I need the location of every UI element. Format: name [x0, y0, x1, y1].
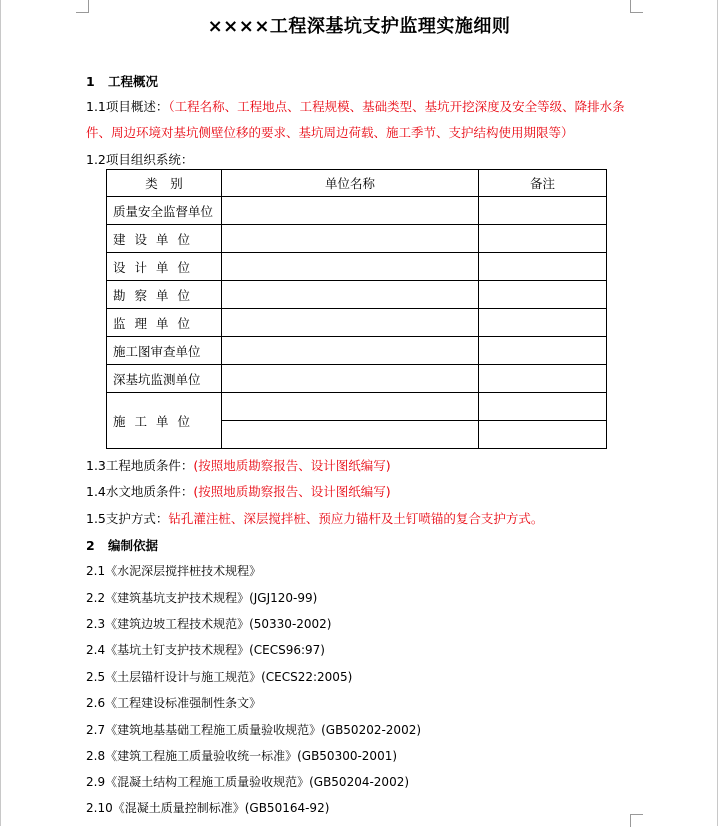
table-row	[107, 253, 607, 281]
overview-red-text-1: （工程名称、工程地点、工程规模、基础类型、基坑开挖深度及安全等级、降排水条	[168, 99, 625, 114]
geology-label: 1.3工程地质条件：	[86, 458, 194, 473]
row-label-design: 设计单位	[107, 253, 222, 281]
section2-number: 2	[86, 538, 95, 553]
org-system-label: 1.2项目组织系统：	[86, 152, 194, 167]
header-remarks: 备注	[479, 170, 607, 197]
table-cell[interactable]	[479, 337, 607, 365]
table-row	[107, 225, 607, 253]
hydro-note: (按照地质勘察报告、设计图纸编写)	[193, 484, 391, 499]
reference-item: 2.2《建筑基坑支护技术规程》(JGJ120-99)	[86, 591, 318, 605]
table-row	[107, 309, 607, 337]
table-row	[107, 197, 607, 225]
table-cell[interactable]	[222, 421, 479, 449]
document-title: ××××工程深基坑支护监理实施细则	[207, 16, 511, 37]
section2-heading	[86, 536, 158, 554]
table-cell[interactable]	[222, 197, 479, 225]
reference-item: 2.9《混凝土结构工程施工质量验收规范》(GB50204-2002)	[86, 775, 410, 789]
table-cell[interactable]	[222, 393, 479, 421]
header-category: 类 别	[107, 170, 222, 197]
table-cell[interactable]	[222, 253, 479, 281]
reference-item: 2.4《基坑土钉支护技术规程》(CECS96:97)	[86, 643, 325, 657]
section1-heading	[86, 72, 158, 90]
table-cell[interactable]	[222, 337, 479, 365]
reference-item: 2.1《水泥深层搅拌桩技术规程》	[86, 564, 262, 578]
row-label-monitoring: 深基坑监测单位	[107, 365, 222, 393]
table-row	[107, 337, 607, 365]
overview-line1	[86, 97, 625, 115]
table-cell[interactable]	[479, 253, 607, 281]
table-row	[107, 281, 607, 309]
support-note: 钻孔灌注桩、深层搅拌桩、预应力锚杆及土钉喷锚的复合支护方式。	[168, 511, 544, 526]
table-cell[interactable]	[479, 393, 607, 421]
reference-item: 2.7《建筑地基基础工程施工质量验收规范》(GB50202-2002)	[86, 723, 422, 737]
geology-note: (按照地质勘察报告、设计图纸编写)	[193, 458, 391, 473]
row-label-drawing-review: 施工图审查单位	[107, 337, 222, 365]
header-unit-name: 单位名称	[222, 170, 479, 197]
support-label: 1.5支护方式：	[86, 511, 169, 526]
section2-heading-text: 编制依据	[108, 538, 159, 553]
crop-mark-bottom-right	[630, 814, 643, 827]
table-cell[interactable]	[479, 309, 607, 337]
reference-item: 2.10《混凝土质量控制标准》(GB50164-92)	[86, 801, 330, 815]
row-label-survey: 勘察单位	[107, 281, 222, 309]
row-label-construction-owner: 建设单位	[107, 225, 222, 253]
row-label-supervision: 质量安全监督单位	[107, 197, 222, 225]
table-cell[interactable]	[479, 225, 607, 253]
overview-red-text-2: 件、周边环境对基坑侧壁位移的要求、基坑周边荷载、施工季节、支护结构使用期限等）	[86, 125, 574, 140]
hydro-line	[86, 482, 391, 500]
table-row	[107, 393, 607, 421]
table-cell[interactable]	[479, 197, 607, 225]
row-label-supervisor: 监理单位	[107, 309, 222, 337]
section1-number: 1	[86, 74, 95, 89]
reference-item: 2.5《土层锚杆设计与施工规范》(CECS22:2005)	[86, 670, 353, 684]
table-header-row	[107, 170, 607, 197]
table-cell[interactable]	[222, 365, 479, 393]
page-border-left	[0, 0, 1, 826]
reference-item: 2.8《建筑工程施工质量验收统一标准》(GB50300-2001)	[86, 749, 398, 763]
reference-item: 2.3《建筑边坡工程技术规范》(50330-2002)	[86, 617, 332, 631]
geology-line	[86, 456, 391, 474]
org-system-table	[106, 169, 607, 449]
table-cell[interactable]	[479, 281, 607, 309]
row-label-contractor: 施工单位	[107, 393, 222, 449]
overview-label: 1.1项目概述：	[86, 99, 169, 114]
support-line	[86, 509, 543, 527]
reference-item: 2.6《工程建设标准强制性条文》	[86, 696, 262, 710]
section1-heading-text: 工程概况	[108, 74, 159, 89]
table-cell[interactable]	[222, 309, 479, 337]
table-cell[interactable]	[479, 365, 607, 393]
hydro-label: 1.4水文地质条件：	[86, 484, 194, 499]
table-cell[interactable]	[222, 225, 479, 253]
table-cell[interactable]	[222, 281, 479, 309]
table-row	[107, 365, 607, 393]
table-cell[interactable]	[479, 421, 607, 449]
